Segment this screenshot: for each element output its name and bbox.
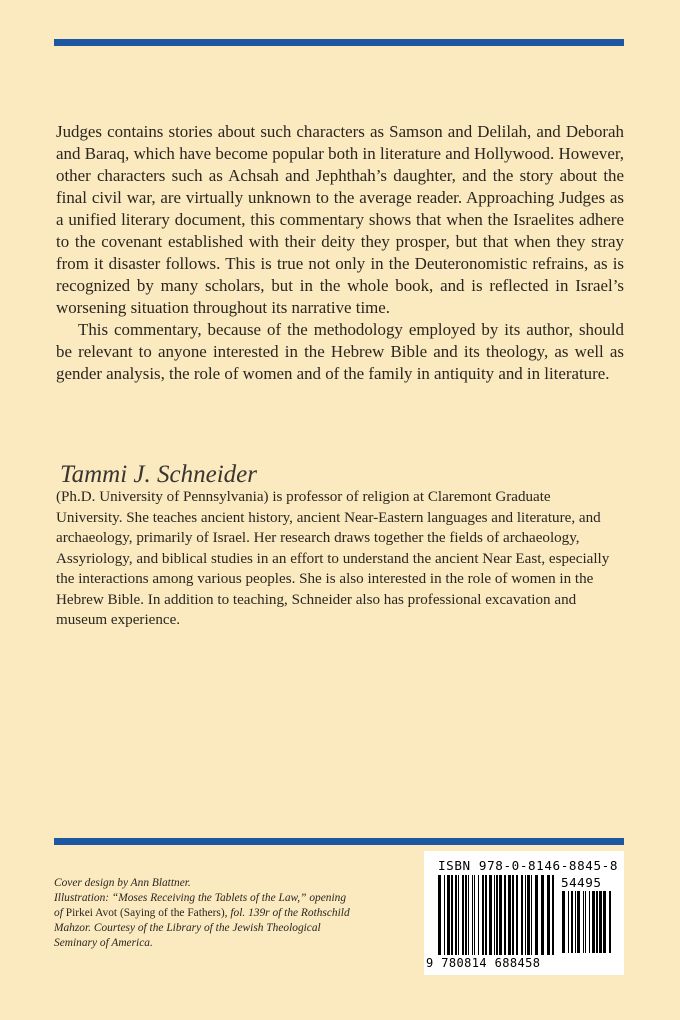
book-description (56, 121, 624, 385)
barcode-stripe (575, 891, 576, 953)
author-name: Tammi J. Schneider (60, 461, 257, 488)
barcode-stripe (596, 891, 598, 953)
barcode-stripe (447, 875, 450, 955)
description-paragraph-1: Judges contains stories about such characters as Samson and Delilah, and Deborah and Baraq, which have become popular both in literature and Hollywood. However, other characters such as Achsah and Jephthah’s daughter, and the story about the final civil war, are virtually unknown to the average reader. Approaching Judges as a unified literary document, this commentary shows that when the Israelites adhere to the covenant established with their deity they prosper, but that when they stray from it disaster follows. This is true not only in the Deuteronomistic refrains, as is recognized by many scholars, but in the whole book, and is reflected in Israel’s worsening situation throughout its narrative time. (56, 122, 624, 317)
isbn-number: ISBN 978-0-8146-8845-8 (438, 858, 619, 873)
barcode-stripe (482, 875, 484, 955)
addon-number: 54495 (561, 875, 602, 890)
barcode-stripe (474, 875, 475, 955)
barcode-stripe (535, 875, 538, 955)
barcode-stripe (468, 875, 469, 955)
barcode-stripe (516, 875, 518, 955)
barcode-stripe (465, 875, 467, 955)
barcode-stripe (577, 891, 580, 953)
barcode-stripe (499, 875, 502, 955)
barcode-stripe (478, 875, 479, 955)
barcode-stripe (541, 875, 544, 955)
ean-number: 9 780814 688458 (426, 956, 541, 970)
illustration-credit (54, 891, 354, 951)
barcode-stripe (525, 875, 526, 955)
barcode-stripe (589, 891, 590, 953)
barcode-stripe (585, 891, 586, 953)
barcode-stripe (592, 891, 595, 953)
ean-barcode-bars (438, 875, 558, 957)
barcode-stripe (444, 875, 445, 955)
barcode-stripe (599, 891, 602, 953)
barcode-stripe (552, 875, 554, 955)
barcode-stripe (496, 875, 498, 955)
barcode-stripe (494, 875, 495, 955)
bottom-accent-rule (54, 838, 624, 845)
barcode-stripe (512, 875, 514, 955)
barcode-stripe (571, 891, 573, 953)
cover-design-credit: Cover design by Ann Blattner. (54, 877, 191, 889)
illustration-credit-b: Pirkei Avot (Saying of the Fathers), (65, 907, 228, 919)
illustration-credit-a: Illustration: “Moses Receiving the Tablets of the Law,” opening of (54, 892, 347, 919)
addon-barcode-bars (562, 891, 616, 955)
barcode-stripe (527, 875, 530, 955)
barcode-stripe (504, 875, 506, 955)
barcode-stripe (609, 891, 611, 953)
barcode-stripe (508, 875, 511, 955)
description-paragraph-2: This commentary, because of the methodology employed by its author, should be relevant to anyone interested in the Hebrew Bible and its theology, as well as gender analysis, the role of women and of the family in antiquity and in literature. (56, 320, 624, 383)
barcode-stripe (603, 891, 606, 953)
isbn-barcode (424, 851, 624, 975)
barcode-stripe (462, 875, 464, 955)
barcode-stripe (455, 875, 457, 955)
author-bio: (Ph.D. University of Pennsylvania) is professor of religion at Claremont Graduate University. She teaches ancient history, ancient Near-Eastern languages and literature, and archaeology, primarily of Israel. Her research draws together the fields of archaeology, Assyriology, and biblical studies in an effort to understand the ancient Near East, especially the interactions among various peoples. She is also interested in the role of women in the Hebrew Bible. In addition to teaching, Schneider also has professional excavation and museum experience. (56, 489, 610, 628)
barcode-stripe (438, 875, 441, 955)
barcode-stripe (531, 875, 532, 955)
barcode-stripe (451, 875, 453, 955)
illustration-credit-c: fol. 139r of the Rothschild Mahzor. Courtesy of the Library of the Jewish Theological Seminary of America. (54, 907, 350, 949)
barcode-stripe (485, 875, 487, 955)
barcode-stripe (562, 891, 565, 953)
barcode-stripe (547, 875, 550, 955)
barcode-stripe (521, 875, 523, 955)
barcode-stripe (568, 891, 569, 953)
barcode-stripe (583, 891, 584, 953)
barcode-stripe (458, 875, 459, 955)
barcode-stripe (472, 875, 473, 955)
barcode-stripe (489, 875, 492, 955)
top-accent-rule (54, 39, 624, 46)
cover-credits (54, 876, 354, 951)
